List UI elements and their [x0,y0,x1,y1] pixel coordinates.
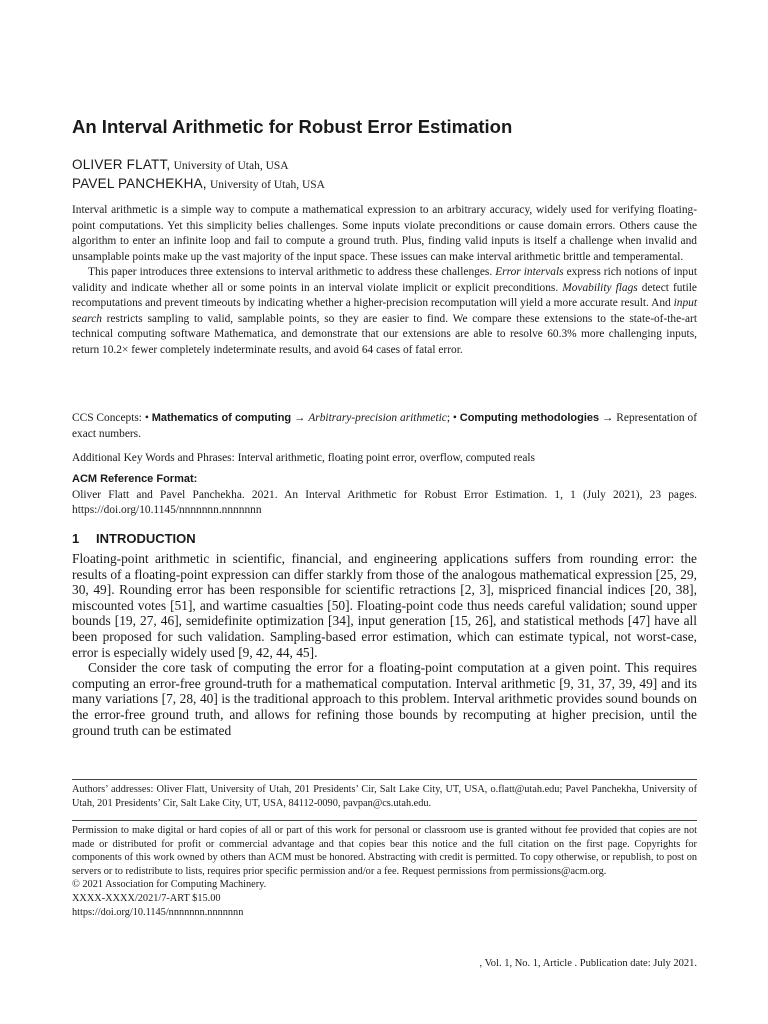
section-title: INTRODUCTION [96,531,196,546]
section-heading [72,531,196,546]
author-name: PAVEL PANCHEKHA, [72,176,207,191]
copyright-text: © 2021 Association for Computing Machinery. [72,879,267,891]
intro-paragraph-2: Consider the core task of computing the error for a floating-point computation at a given point. This requires computing an error-free ground-truth for a mathematical computation. Interval arithmetic [9, 31, 37, 39, 49] and its many variations [7, 28, 40] is the traditional approach to this problem. Interval arithmetic provides sound bounds on the error-free ground truth, and allows for refining those bounds by recomputing at higher precision, until the ground truth can be estimated [72,660,697,738]
issn-text: XXXX-XXXX/2021/7-ART $15.00 [72,892,221,904]
abstract-paragraph-2 [72,265,697,358]
ccs-concept-1: Mathematics of computing [151,412,292,424]
reference-label: ACM Reference Format: [72,473,198,485]
ccs-concepts [72,411,697,442]
ccs-subconcept-2: → Representation of exact numbers. [72,412,697,440]
section-number: 1 [72,531,80,546]
addresses-text: Authors’ addresses: Oliver Flatt, University of Utah, 201 Presidents’ Cir, Salt Lake City, UT, USA, o.flatt@utah.edu; Pavel Panchekha, University of Utah, 201 Presidents’ Cir, Salt Lake City, UT, USA, 84112-0090, pavpan@cs.utah.edu. [72,784,697,809]
permission-block [72,824,697,919]
term-input-search: input search [72,297,697,325]
permission-divider [72,820,697,821]
abstract-paragraph-1: Interval arithmetic is a simple way to compute a mathematical expression to an arbitrary accuracy, widely used for verifying floating-point computations. Yet this simplicity belies challenges. Some inputs violate preconditions or cause domain errors. Others cause the algorithm to enter an infinite loop and fail to compute a ground truth. Plus, finding valid inputs is itself a challenge when invalid and unsamplable points make up the vast majority of the input space. These issues can make interval arithmetic brittle and temperamental. [72,204,697,263]
abstract [72,203,697,358]
ccs-concept-2: Computing methodologies [459,412,600,424]
author-affiliation: University of Utah, USA [173,160,289,172]
permission-text: Permission to make digital or hard copies of all or part of this work for personal or classroom use is granted without fee provided that copies are not made or distributed for profit or commercial advantage and that copies bear this notice and the full citation on the first page. Copyrights for components of this work owned by others than ACM must be honored. Abstracting with credit is permitted. To copy otherwise, or republish, to post on servers or to redistribute to lists, requires prior specific permission and/or a fee. Request permissions from permissions@acm.org. [72,825,697,877]
author-affiliation: University of Utah, USA [210,179,325,191]
ccs-separator: ; • [446,412,460,424]
introduction-body [72,551,697,738]
author-addresses [72,783,697,810]
paper-title: An Interval Arithmetic for Robust Error Estimation [72,116,513,137]
doi-text: https://doi.org/10.1145/nnnnnnn.nnnnnnn [72,906,244,918]
abstract-text: express rich notions of input validity and indicate whether all or some points in an interval violate implicit or explicit preconditions. [72,266,697,294]
abstract-text: This paper introduces three extensions to interval arithmetic to address these challenges. [88,266,496,278]
acm-reference [72,472,697,519]
page-footer: , Vol. 1, No. 1, Article . Publication date: July 2021. [479,958,697,969]
reference-text: Oliver Flatt and Pavel Panchekha. 2021. An Interval Arithmetic for Robust Error Estimation. 1, 1 (July 2021), 23 pages. https://doi.org/10.1145/nnnnnnn.nnnnnnn [72,488,697,516]
abstract-text: detect futile recomputations and prevent timeouts by indicating whether a higher-precision recomputation will yield a more accurate result. And [72,281,697,309]
abstract-text: restricts sampling to valid, samplable points, so they are easier to find. We compare these extensions to the state-of-the-art technical computing software Mathematica, and demonstrate that our extensions are able to resolve 60.3% more challenging inputs, return 10.2× fewer completely indeterminate results, and avoid 64 cases of fatal error. [72,312,697,356]
footnote-divider [72,779,697,780]
term-error-intervals: Error intervals [495,266,564,278]
ccs-label: CCS Concepts: • [72,412,152,424]
ccs-subconcept-1: Arbitrary-precision arithmetic [308,412,447,424]
author-name: OLIVER FLATT, [72,157,171,172]
intro-paragraph-1: Floating-point arithmetic in scientific, financial, and engineering applications suffers from rounding error: the results of a floating-point expression can differ starkly from those of the analogous mathematical expression [25, 29, 30, 49]. Rounding error has been responsible for scientific retractions [2, 3], mispriced financial indices [20, 38], miscounted votes [51], and wartime casualties [50]. Floating-point code thus needs careful validation; sound upper bounds [19, 27, 46], semidefinite optimization [34], input generation [15, 26], and statistical methods [47] have all been proposed for such validation. Sampling-based error estimation, which can estimate typical, not worst-case, error is especially widely used [9, 42, 44, 45]. [72,551,697,660]
keywords: Additional Key Words and Phrases: Interval arithmetic, floating point error, overflow, computed reals [72,452,535,464]
author-2 [72,176,325,192]
term-movability-flags: Movability flags [562,281,638,294]
author-1 [72,157,289,173]
ccs-arrow: → [291,412,309,424]
